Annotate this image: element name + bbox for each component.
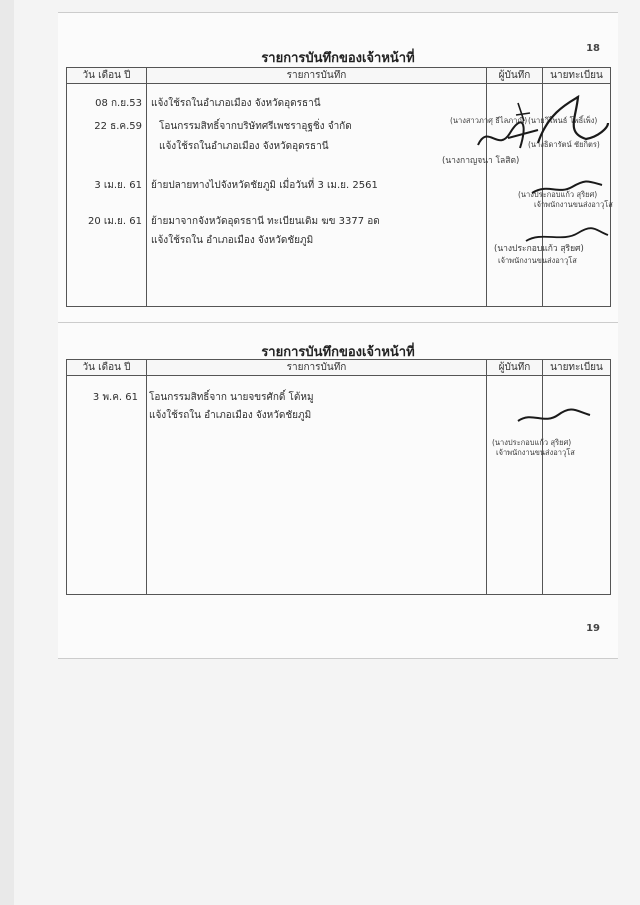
entry-line: โอนกรรมสิทธิ์จาก นายจขรศักดิ์ โต้หมู [149, 392, 314, 403]
ledger-title: รายการบันทึกของเจ้าหน้าที่ [261, 51, 415, 66]
official-title: เจ้าพนักงานขนส่งอาวุโส [498, 256, 577, 265]
entry-line: แจ้งใช้รถใน อำเภอเมือง จังหวัดชัยภูมิ [151, 235, 314, 246]
entry-date: 3 เม.ย. 61 [94, 180, 142, 191]
entry-column [147, 376, 487, 595]
header-date: วัน เดือน ปี [67, 68, 147, 84]
entry-date: 22 ธ.ค.59 [94, 121, 142, 132]
official-name: (นางธิดารัตน์ ชัยกิตร) [528, 140, 600, 149]
header-registrar: นายทะเบียน [543, 360, 611, 376]
date-column [67, 376, 147, 595]
ledger-page-upper [58, 12, 618, 331]
official-name: (นางประกอบแก้ว สุริยศ) [494, 244, 584, 254]
entry-line: โอนกรรมสิทธิ์จากบริษัทศรีเพชราอุฐชิ่ง จำกัด [159, 121, 352, 132]
page-number: 19 [586, 623, 600, 634]
signature-mark [458, 93, 618, 163]
official-title: เจ้าพนักงานขนส่งอาวุโส [534, 200, 613, 209]
header-recorder: ผู้บันทึก [487, 68, 543, 84]
entry-column [147, 84, 487, 307]
entry-line: แจ้งใช้รถใน อำเภอเมือง จังหวัดชัยภูมิ [149, 410, 312, 421]
ledger-page-lower [58, 322, 618, 659]
official-name: (นางประกอบแก้ว สุริยศ) [518, 190, 598, 199]
official-name: (นางประกอบแก้ว สุริยศ) [492, 438, 572, 447]
official-name: (นางสาวภาศุ ธีไลภาณี) [450, 116, 528, 125]
entry-line: แจ้งใช้รถในอำเภอเมือง จังหวัดอุดรธานี [151, 98, 321, 109]
entry-date: 08 ก.ย.53 [95, 98, 142, 109]
entry-line: แจ้งใช้รถในอำเภอเมือง จังหวัดอุดรธานี [159, 141, 329, 152]
entry-line: ย้ายปลายทางไปจังหวัดชัยภูมิ เมื่อวันที่ 3 เม.ย. 2561 [151, 180, 378, 191]
scan-edge [0, 0, 14, 905]
page-number: 18 [586, 43, 600, 54]
signature-mark [522, 223, 612, 247]
date-column [67, 84, 147, 307]
official-name: (นางกาญจนา โลสิต) [442, 156, 520, 166]
header-entry: รายการบันทึก [147, 68, 487, 84]
entry-line: ย้ายมาจากจังหวัดอุดรธานี ทะเบียนเดิม ฆข 3377 อด [151, 216, 380, 227]
official-title: เจ้าพนักงานขนส่งอาวุโส [496, 448, 575, 457]
header-date: วัน เดือน ปี [67, 360, 147, 376]
official-name: (นายวิไพนธ์ โพธิ์เพ็ง) [528, 116, 598, 125]
signature-mark [528, 173, 608, 203]
signature-mark [514, 405, 594, 431]
ledger-table [66, 359, 611, 595]
entry-date: 20 เม.ย. 61 [87, 216, 142, 227]
ledger-title: รายการบันทึกของเจ้าหน้าที่ [261, 345, 415, 360]
header-entry: รายการบันทึก [147, 360, 487, 376]
header-recorder: ผู้บันทึก [487, 360, 543, 376]
header-registrar: นายทะเบียน [543, 68, 611, 84]
entry-date: 3 พ.ค. 61 [92, 392, 138, 403]
